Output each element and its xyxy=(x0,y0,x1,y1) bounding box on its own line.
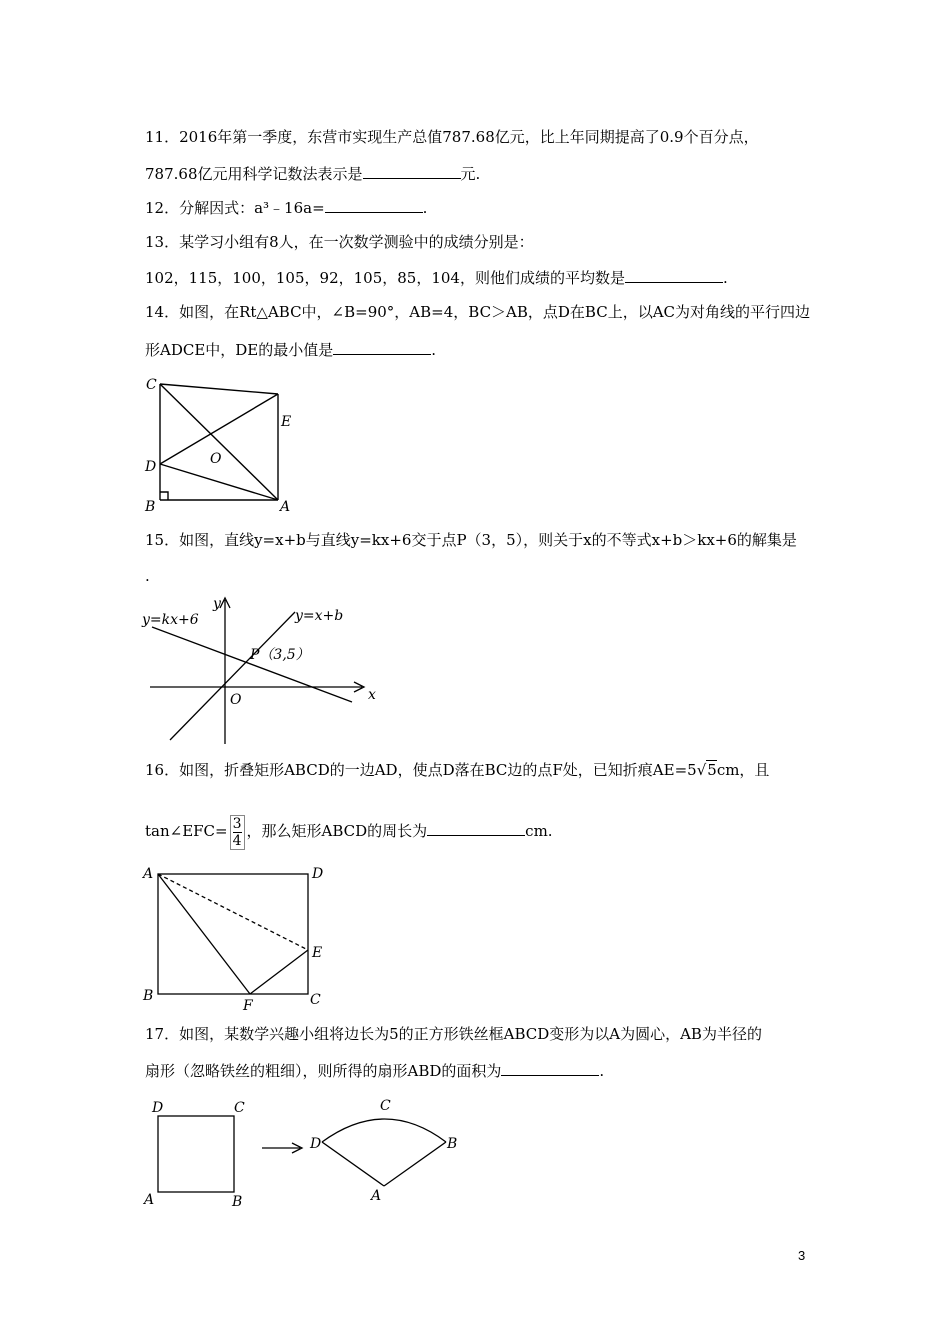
q17-figure xyxy=(140,1096,470,1212)
q12-text: 12．分解因式：a³﹣16a= xyxy=(145,199,325,217)
q16-label-b: B xyxy=(143,988,154,1004)
q17-sector-label-b: B xyxy=(447,1136,458,1152)
q12-end: . xyxy=(422,199,428,217)
q16-figure xyxy=(140,862,340,1012)
q14-end: . xyxy=(431,341,437,359)
q15-label-y: y xyxy=(213,596,221,612)
q13-line1: 13．某学习小组有8人，在一次数学测验中的成绩分别是： xyxy=(145,233,534,251)
q16-text-end: cm，且 xyxy=(716,761,770,779)
q15-label-x: x xyxy=(368,687,376,703)
q16-line2 xyxy=(145,812,553,850)
q16-label-f: F xyxy=(243,998,253,1012)
q16-answer-blank xyxy=(427,821,525,836)
q11-line2 xyxy=(145,164,480,184)
q17-text: 扇形（忽略铁丝的粗细），则所得的扇形ABD的面积为 xyxy=(145,1062,502,1080)
q16-fraction xyxy=(230,815,245,850)
q14-answer-blank xyxy=(333,340,431,355)
q11-line1: 11．2016年第一季度，东营市实现生产总值787.68亿元，比上年同期提高了0.9个百分点， xyxy=(145,128,759,146)
q12-answer-blank xyxy=(325,198,423,213)
q16-sqrt: 5 xyxy=(707,761,717,779)
q11-end: 元. xyxy=(460,165,481,183)
q17-line1: 17．如图，某数学兴趣小组将边长为5的正方形铁丝框ABCD变形为以A为圆心，AB为半径的 xyxy=(145,1025,762,1043)
q13-text: 102，115，100，105，92，105，85，104，则他们成绩的平均数是 xyxy=(145,269,625,287)
q14-label-d: D xyxy=(145,459,157,475)
q15-line2: . xyxy=(145,567,150,585)
q14-label-c: C xyxy=(146,377,157,393)
q15-label-line2: y=x+b xyxy=(295,608,344,624)
q14-label-b: B xyxy=(145,499,156,514)
q17-sector-label-a: A xyxy=(371,1188,382,1204)
q17-end: . xyxy=(599,1062,605,1080)
q15-label-o: O xyxy=(230,692,242,708)
page-number: 3 xyxy=(798,1248,806,1263)
q14-line1: 14．如图，在Rt△ABC中，∠B=90°，AB=4，BC＞AB，点D在BC上，以AC为对角线的平行四边 xyxy=(145,303,811,321)
q17-label-c: C xyxy=(234,1100,245,1116)
q16-label-c: C xyxy=(310,992,321,1008)
q17-label-d: D xyxy=(152,1100,164,1116)
q17-line2 xyxy=(145,1061,604,1081)
q14-text: 形ADCE中，DE的最小值是 xyxy=(145,341,334,359)
q13-answer-blank xyxy=(625,268,723,283)
q16-frac-num: 3 xyxy=(232,815,242,832)
sqrt-symbol: √ xyxy=(696,761,707,779)
q14-label-o: O xyxy=(210,451,222,467)
q16-end: cm. xyxy=(525,822,553,840)
q12-line xyxy=(145,198,427,218)
q17-sector-label-c: C xyxy=(380,1098,391,1114)
q15-line1: 15．如图，直线y=x+b与直线y=kx+6交于点P（3，5），则关于x的不等式x+b＞kx+6的解集是 xyxy=(145,531,797,549)
q16-label-e: E xyxy=(312,945,323,961)
q16-label-d: D xyxy=(312,866,324,882)
q16-label-a: A xyxy=(143,866,154,882)
q16-tan-text: tan∠EFC= xyxy=(145,822,228,840)
q16-text2: ，那么矩形ABCD的周长为 xyxy=(246,822,428,840)
q14-label-e: E xyxy=(281,414,292,430)
q16-text: 16．如图，折叠矩形ABCD的一边AD，使点D落在BC边的点F处，已知折痕AE=5 xyxy=(145,761,697,779)
q14-figure xyxy=(140,372,300,514)
q15-figure xyxy=(140,592,380,750)
q17-sector-label-d: D xyxy=(310,1136,322,1152)
q15-label-line1: y=kx+6 xyxy=(142,612,199,628)
q15-label-p: P（3,5） xyxy=(250,647,310,663)
q13-end: . xyxy=(722,269,728,287)
q11-text: 787.68亿元用科学记数法表示是 xyxy=(145,165,363,183)
q11-answer-blank xyxy=(363,164,461,179)
q16-line1 xyxy=(145,760,769,780)
q17-label-b: B xyxy=(232,1194,243,1210)
q14-label-a: A xyxy=(280,499,291,514)
q17-label-a: A xyxy=(144,1192,155,1208)
q16-frac-den: 4 xyxy=(232,832,242,849)
q14-line2 xyxy=(145,340,436,360)
q17-answer-blank xyxy=(501,1061,599,1076)
q13-line2 xyxy=(145,268,728,288)
